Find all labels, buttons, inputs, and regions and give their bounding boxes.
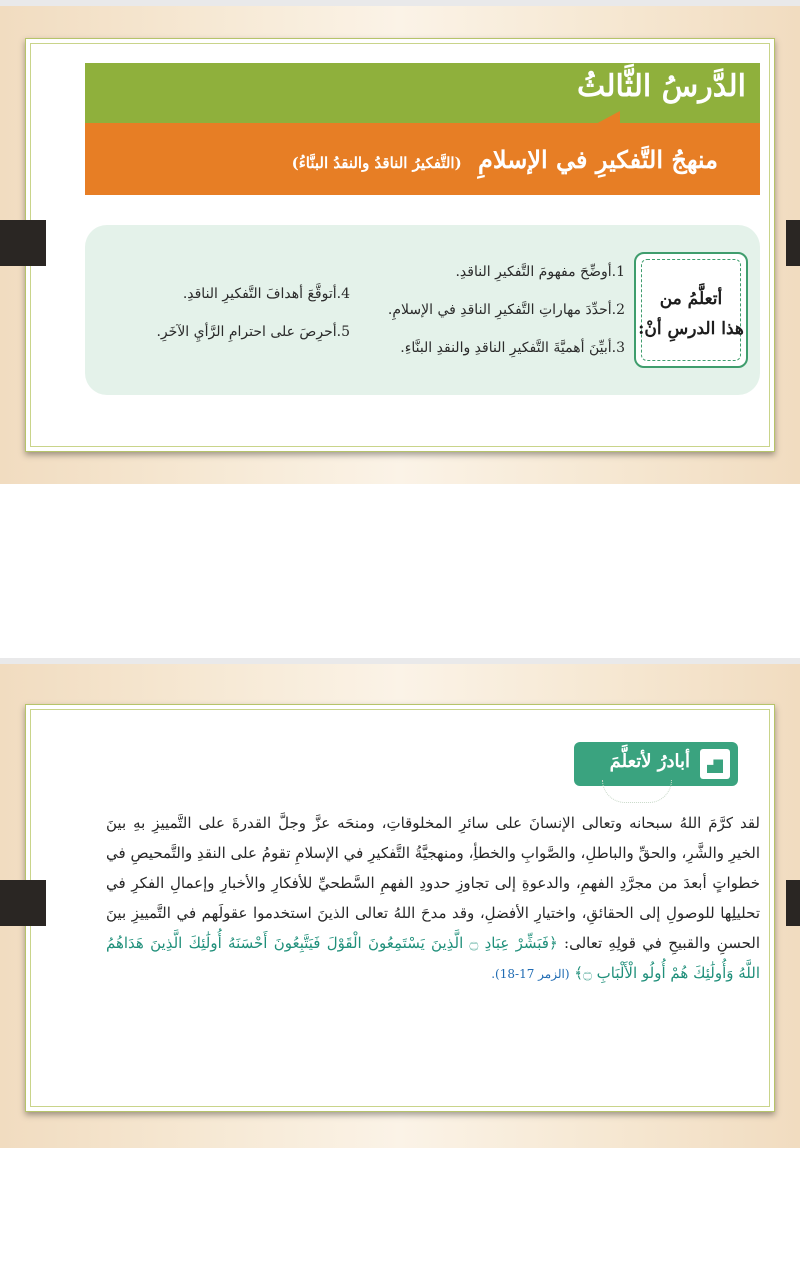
- lesson-title: [292, 145, 718, 174]
- slide-tab-left: [0, 220, 46, 266]
- objectives-list-2: [156, 275, 350, 351]
- learn-badge-line-1: أتعلَّمُ من: [659, 289, 723, 309]
- lesson-number-band: [85, 63, 760, 123]
- lesson-number: الدَّرسُ الثَّالثُ: [576, 69, 746, 104]
- lesson-title-main: منهجُ التَّفكيرِ في الإسلامِ: [478, 145, 718, 174]
- slide-tab-left: [0, 880, 46, 926]
- stairs-icon: [700, 749, 730, 779]
- objectives-list-1: [388, 253, 625, 367]
- objective-item: 3.أبيِّنَ أهميَّةَ التَّفكيرِ الناقدِ والنقدِ البنَّاءِ.: [400, 340, 625, 356]
- section-heading-text: أبادرُ لأتعلَّمَ: [609, 751, 690, 772]
- ornament-icon: [602, 780, 672, 803]
- objectives-box: [85, 225, 760, 395]
- objective-item: 4.أتوقَّعَ أهدافَ التَّفكيرِ الناقدِ.: [182, 286, 350, 302]
- quran-verse: ﴿فَبَشِّرْ عِبَادِ ۝ الَّذِينَ يَسْتَمِعُونَ الْقَوْلَ فَيَتَّبِعُونَ أَحْسَنَهُ أُولَٰئِكَ الَّذِينَ هَدَاهُمُ اللَّهُ وَأُولَٰئِكَ هُمْ أُولُو الْأَلْبَابِ ۝﴾: [106, 934, 760, 982]
- objective-item: 2.أحدِّدَ مهاراتِ التَّفكيرِ الناقدِ في الإسلامِ.: [387, 302, 625, 318]
- learn-badge-text: [636, 284, 746, 344]
- text-card: [98, 736, 768, 1062]
- paragraph-text: لقد كرَّمَ اللهُ سبحانه وتعالى الإنسانَ على سائرِ المخلوقاتِ، ومنحَه عزَّ وجلَّ القدرةَ على التَّمييزِ بهِ بينَ الخيرِ والشَّرِ، والحقِّ والباطلِ، والصَّوابِ والخطأِ، ومنهجيَّةُ التَّفكيرِ في الإسلامِ تقومُ على النقدِ والتَّمحيصِ في خطواتٍ أبعدَ من مجرَّدِ الفهمِ، والدعوةِ إلى تجاوزِ حدودِ الفهمِ السَّطحيِّ للأفكارِ والأخبارِ وإعمالِ الفكرِ في تحليلِها للوصولِ إلى الحقائقِ، واختيارِ الأفضلِ، وقد مدحَ اللهُ تعالى الذينَ استخدموا عقولَهم في التَّمييزِ بينَ الحسنِ والقبيحِ في قولِهِ تعالى:: [106, 814, 761, 952]
- verse-reference: (الزمر 17-18).: [491, 967, 570, 981]
- learn-badge-line-2: هذا الدرسِ أنْ:: [638, 319, 744, 339]
- objective-item: 5.أحرِصَ على احترامِ الرَّأيِ الآخَرِ.: [156, 324, 350, 340]
- objective-item: 1.أوضِّحَ مفهومَ التَّفكيرِ الناقدِ.: [455, 264, 625, 280]
- slide-tab-right: [786, 220, 800, 266]
- lesson-card: [85, 63, 760, 397]
- lesson-paragraph: [106, 808, 760, 989]
- lesson-subtitle: (التَّفكيرُ الناقدُ والنقدُ البنَّاءُ): [291, 154, 462, 172]
- learn-badge: [634, 252, 748, 368]
- slide-tab-right: [786, 880, 800, 926]
